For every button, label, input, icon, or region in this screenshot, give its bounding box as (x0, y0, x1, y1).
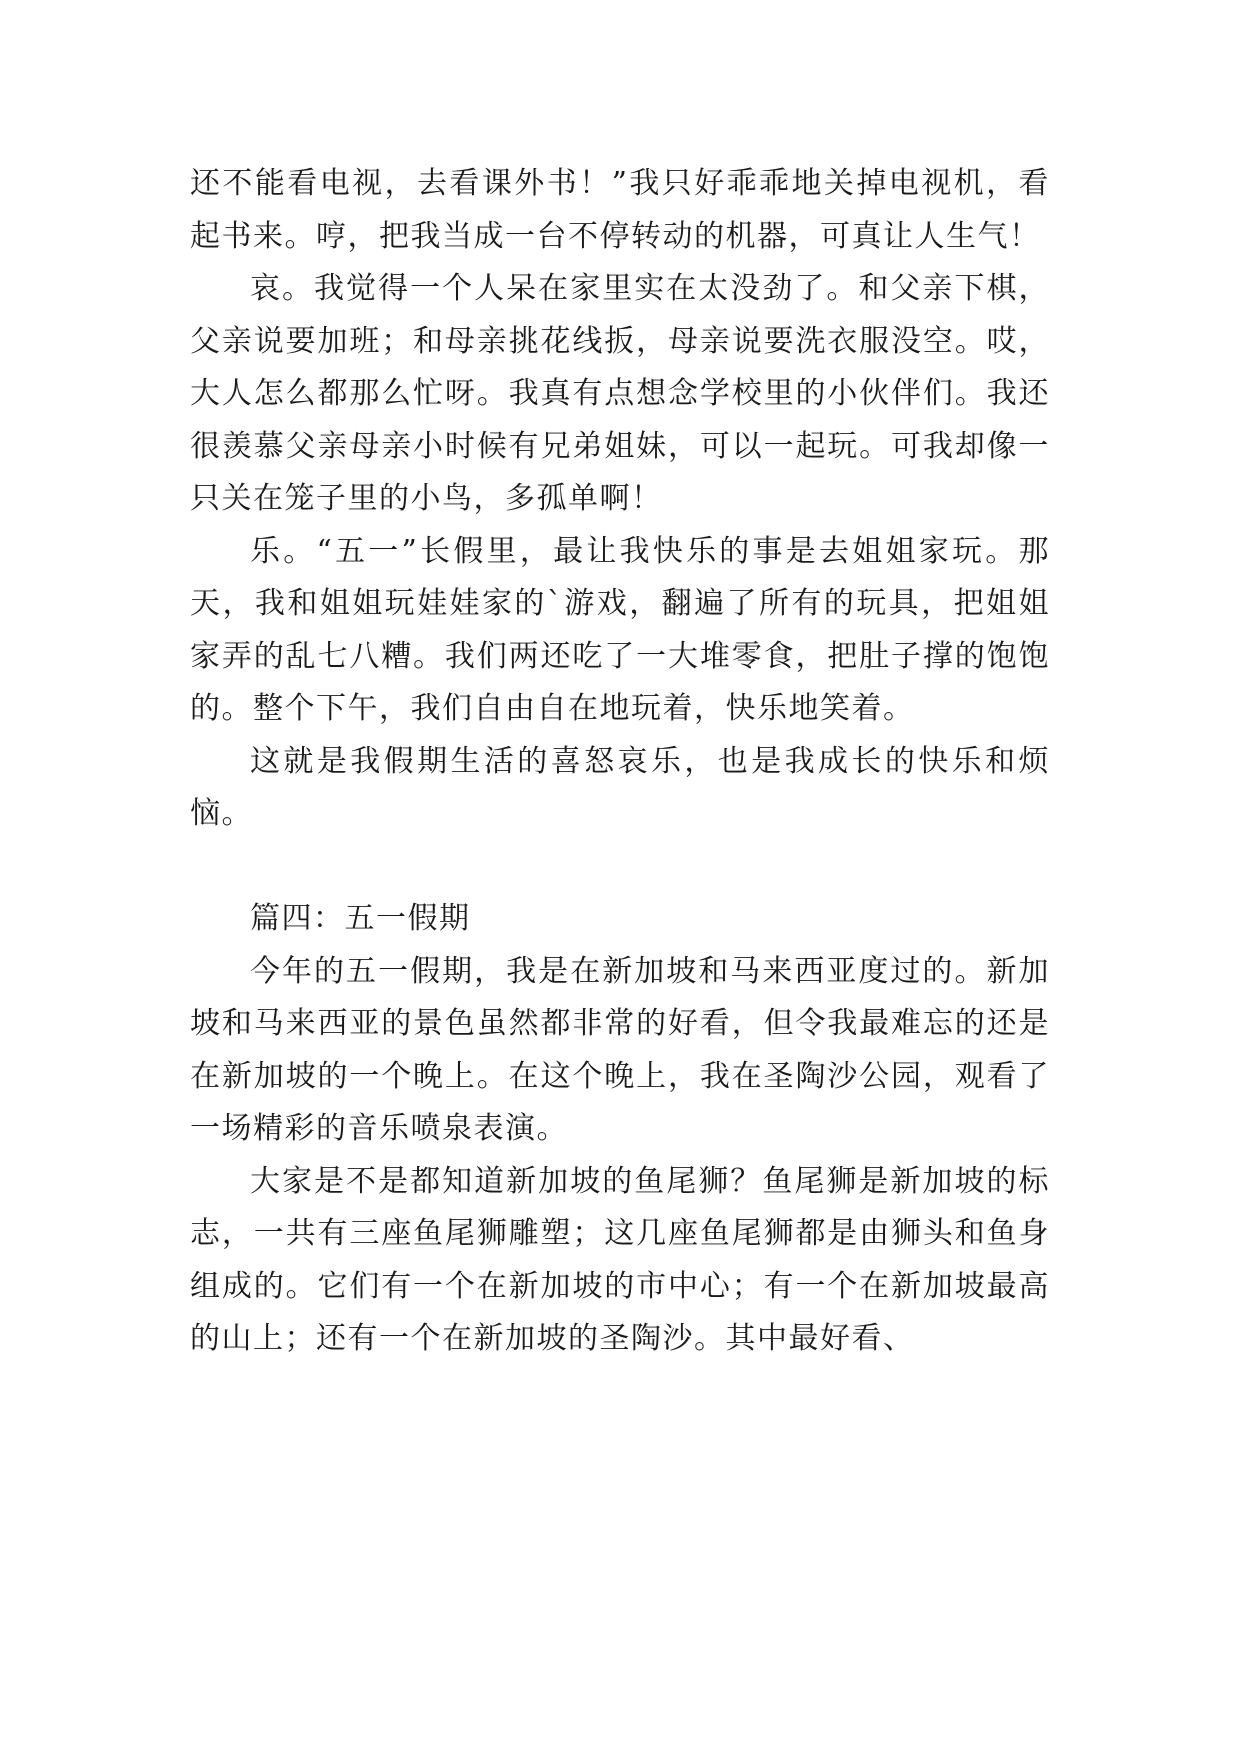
paragraph-joy: 乐。“五一”长假里，最让我快乐的事是去姐姐家玩。那天，我和姐姐玩娃娃家的`游戏，翻遍了所有的玩具，把姐姐家弄的乱七八糟。我们两还吃了一大堆零食，把肚子撑的饱饱的。整个下午，我们自由自在地玩着，快乐地笑着。 (190, 533, 1050, 726)
document-body (190, 158, 1050, 1366)
paragraph-holiday-intro: 今年的五一假期，我是在新加坡和马来西亚度过的。新加坡和马来西亚的景色虽然都非常的好看，但令我最难忘的还是在新加坡的一个晚上。在这个晚上，我在圣陶沙公园，观看了一场精彩的音乐喷泉表演。 (190, 953, 1050, 1146)
section-heading: 篇四：五一假期 (250, 901, 471, 936)
paragraph-merlion: 大家是不是都知道新加坡的鱼尾狮？鱼尾狮是新加坡的标志，一共有三座鱼尾狮雕塑；这几座鱼尾狮都是由狮头和鱼身组成的。它们有一个在新加坡的市中心；有一个在新加坡最高的山上；还有一个在新加坡的圣陶沙。其中最好看、 (190, 1163, 1050, 1356)
paragraph-conclusion: 这就是我假期生活的喜怒哀乐，也是我成长的快乐和烦恼。 (190, 743, 1050, 831)
paragraph-continued: 还不能看电视，去看课外书！”我只好乖乖地关掉电视机，看起书来。哼，把我当成一台不停转动的机器，可真让人生气！ (190, 166, 1050, 254)
section-gap (190, 841, 1050, 894)
paragraph-sorrow: 哀。我觉得一个人呆在家里实在太没劲了。和父亲下棋，父亲说要加班；和母亲挑花线扳，母亲说要洗衣服没空。哎，大人怎么都那么忙呀。我真有点想念学校里的小伙伴们。我还很羡慕父亲母亲小时候有兄弟姐妹，可以一起玩。可我却像一只关在笼子里的小鸟，多孤单啊！ (190, 271, 1050, 516)
